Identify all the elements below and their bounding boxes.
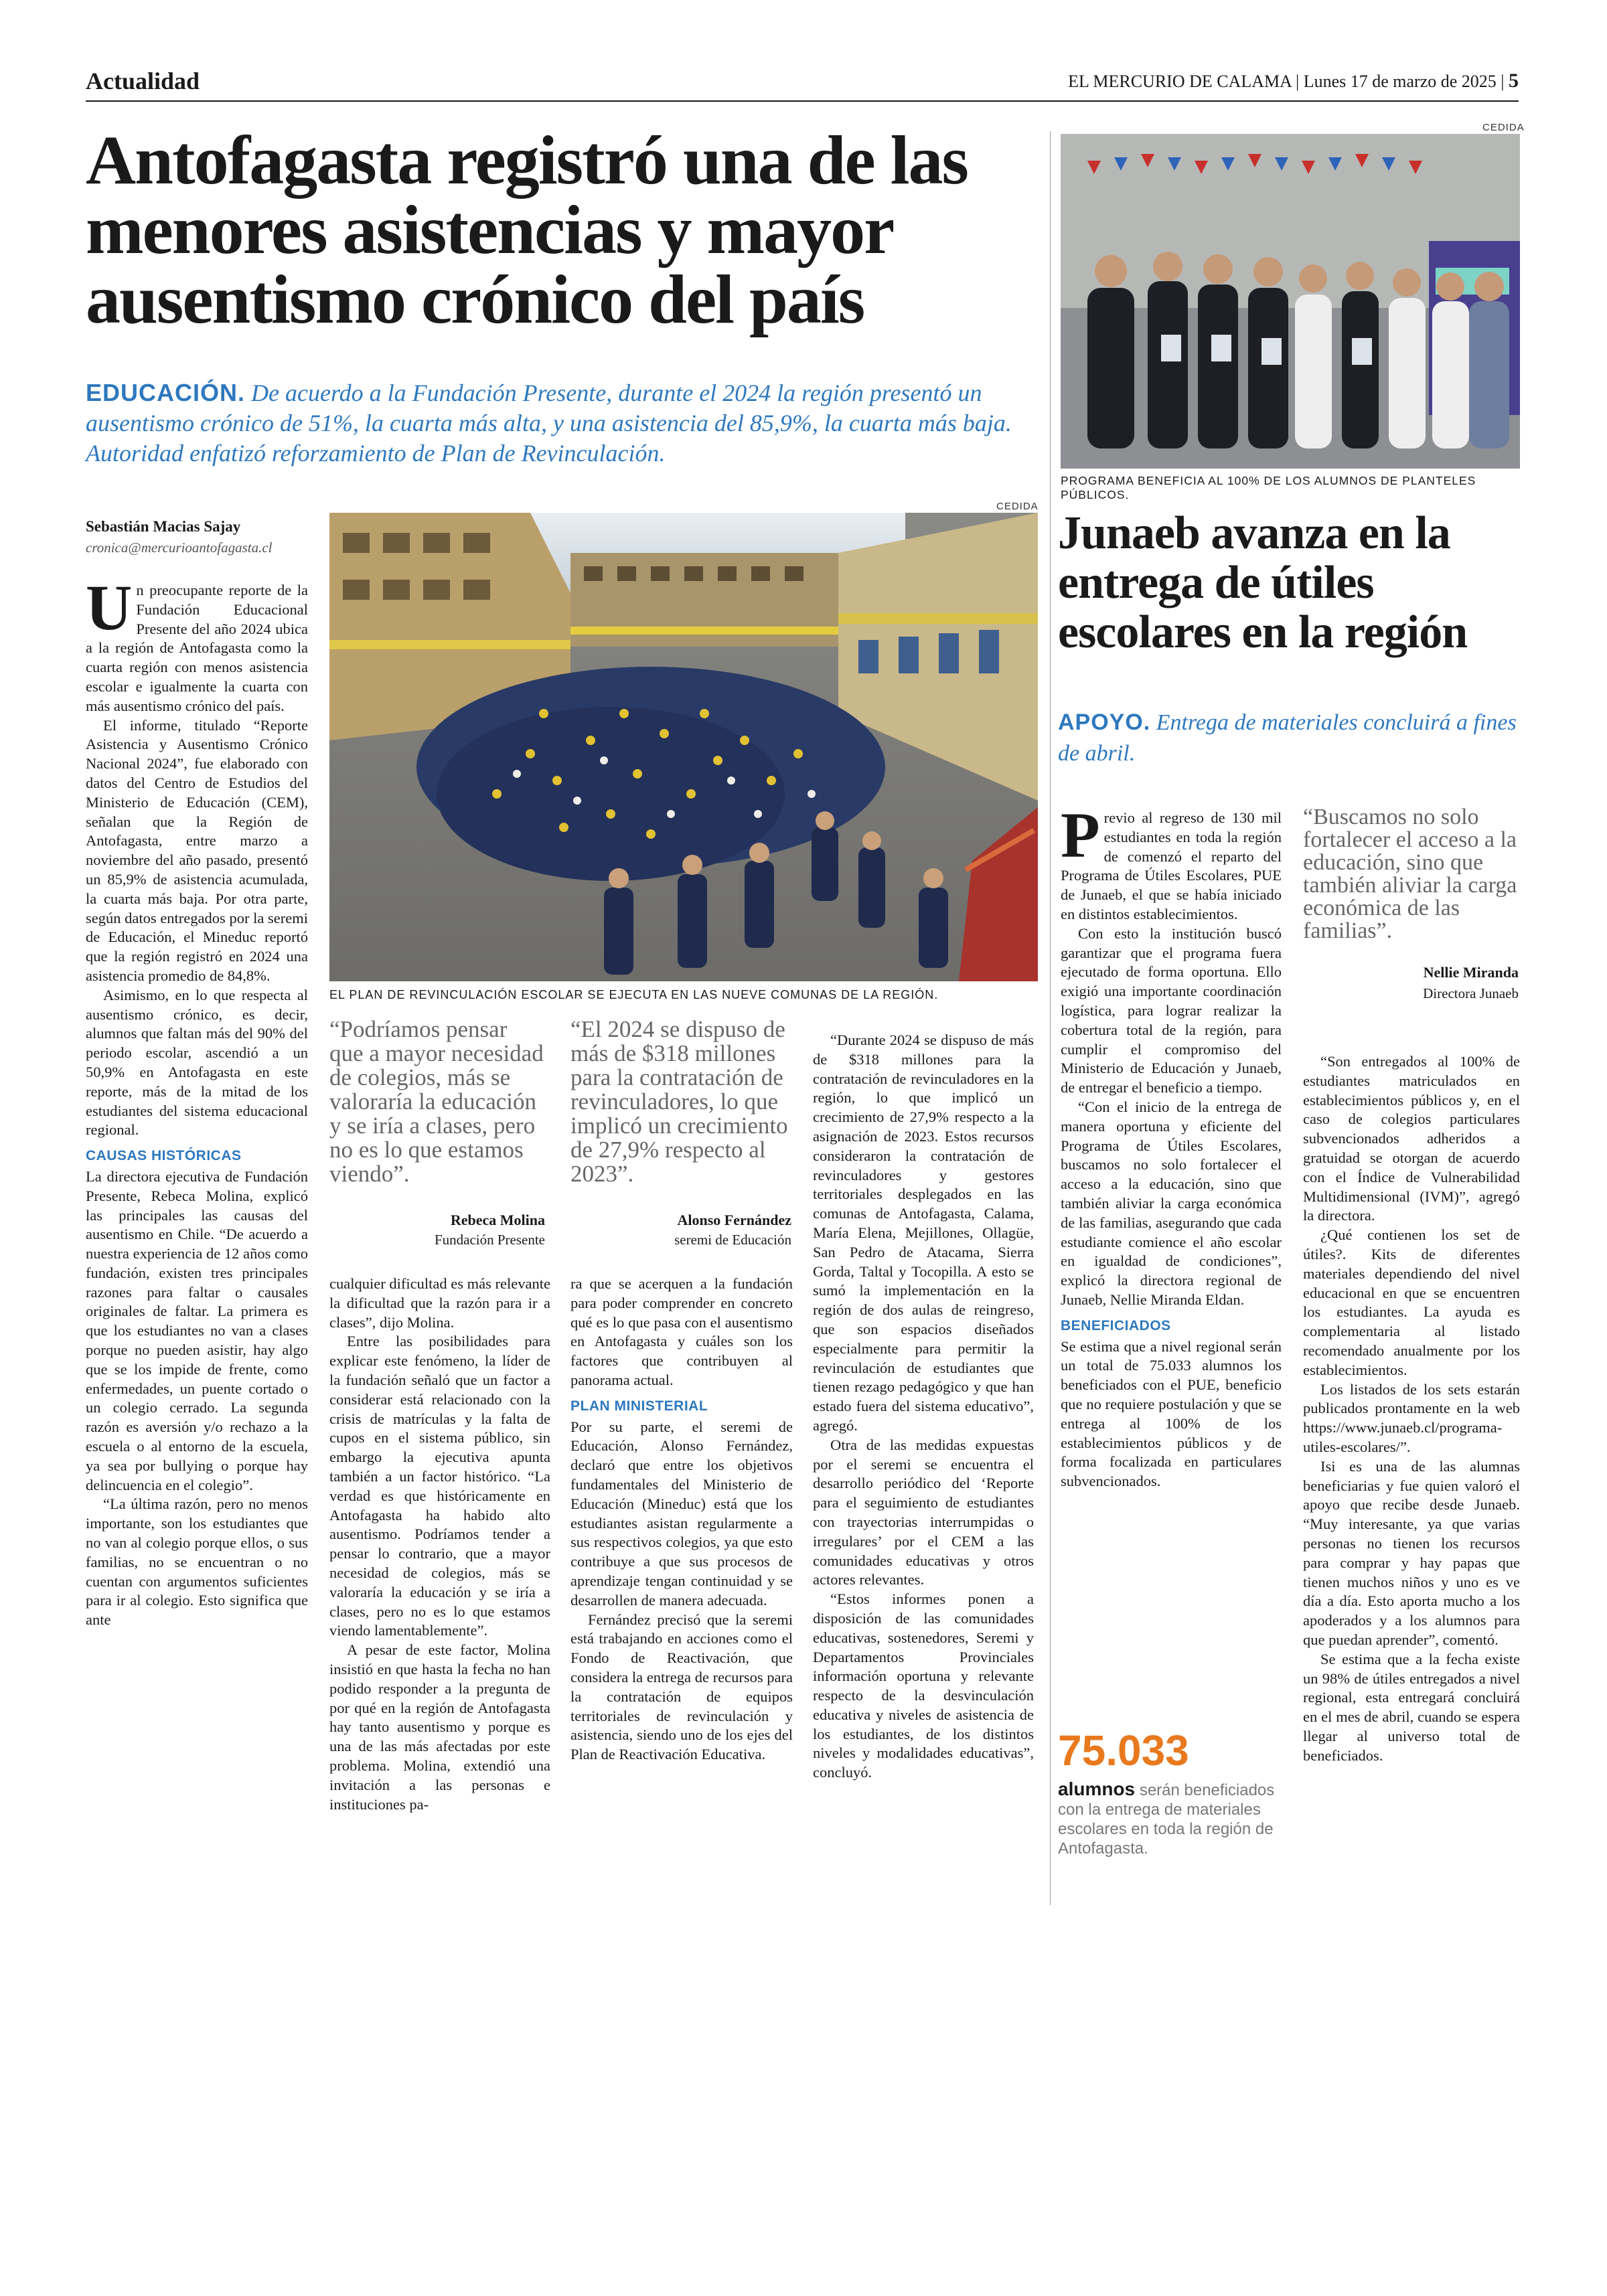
- pull-quote-miranda: “Buscamos no solo fortalecer el acceso a la educación, sino que también aliviar la carga económica de las familias”.: [1303, 805, 1517, 943]
- main-column-2: [329, 1275, 550, 1814]
- page-number: 5: [1509, 70, 1519, 92]
- main-column-1: [86, 572, 308, 1630]
- side-col1-paragraph: Con esto la institución buscó garantizar que el programa fuera ejecutado de forma oportuna. Ello exigió una importante coordinación logística, para lograr realizar la cobertura total de la región, para cumplir el compromiso del Ministerio de Educación y Junaeb, de entregar el beneficio a tiempo.: [1061, 924, 1282, 1096]
- stat-number: 75.033: [1058, 1726, 1189, 1775]
- side-col1-paragraph: “Con el inicio de la entrega de manera oportuna y eficiente del Programa de Útiles Escolares, buscamos no solo fortalecer el acceso a la educación, sino que también aliviar la carga económica de las familias, asegurando que cada estudiante comience el año escolar en igualdad de condiciones”, explicó la directora regional de Junaeb, Nellie Miranda Eldan.: [1061, 1098, 1282, 1308]
- side-photo-caption: PROGRAMA BENEFICIA AL 100% DE LOS ALUMNOS DE PLANTELES PÚBLICOS.: [1061, 474, 1476, 501]
- schoolyard-photo: [329, 513, 1038, 981]
- side-col2-paragraph: ¿Qué contienen los set de útiles?. Kits de diferentes materiales dependiendo del nivel educacional en que se encuentren los estudiantes. La ayuda es complementaria al listado recomendado anualmente por los establecimientos.: [1303, 1226, 1520, 1378]
- col1-paragraph: n preocupante reporte de la Fundación Educacional Presente del año 2024 ubica a la región de Antofagasta como la cuarta región con menos asistencia escolar e igualmente la cuarta con más ausentismo crónico del país.: [86, 582, 308, 714]
- col1-paragraph: La directora ejecutiva de Fundación Presente, Rebeca Molina, explicó las principales las causas del ausentismo en Chile. “De acuerdo a nuestra experiencia de 12 años como fundación, existen tres principales razones para faltar o causales originales de faltar. La primera es que los estudiantes no van a clases porque no pueden asistir, hay algo que se los impide de frente, como enfermedades, un puente cortado o un colegio cerrado. La segunda razón es aversión y/o rechazo a la escuela o al entorno de la escuela, ya sea por bullying o porque hay delincuencia en el colegio”.: [86, 1167, 308, 1493]
- col3-paragraph: Fernández precisó que la seremi está trabajando en acciones como el Fondo de Reactivación, que considera la entrega de recursos para la contratación de equipos territoriales de revinculación y asistencia, siendo uno de los ejes del Plan de Reactivación Educativa.: [570, 1611, 793, 1763]
- main-kicker: EDUCACIÓN.: [86, 379, 246, 406]
- col2-paragraph: Entre las posibilidades para explicar este fenómeno, la líder de la fundación señaló que un factor a considerar está relacionado con la crisis de matrículas y la falta de cupos en el sistema público, sin embargo la ejecutiva apunta también a un factor histórico. “La verdad es que históricamente en Antofagasta ha habido alto ausentismo. Podríamos tender a pensar lo contrario, que a mayor necesidad de colegios, más se valoraría la educación y se iría a clases, pero no es lo que estamos viendo lamentablemente”.: [329, 1333, 550, 1639]
- side-col2-paragraph: Isi es una de las alumnas beneficiarias y fue quien valoró el apoyo que recibe desde Junaeb. “Muy interesante, ya que varias personas no tienen los recursos para comprar y hay papas que tienen muchos niños y uno es ve día a día. Esto aporta mucho a los apoderados y a los alumnos para que puedan aprender”, comentó.: [1303, 1457, 1520, 1648]
- side-column-2: [1303, 1052, 1520, 1765]
- stat-text: serán beneficiados con la entrega de materiales escolares en toda la región de Antofagasta.: [1058, 1781, 1275, 1858]
- col3-paragraph: Por su parte, el seremi de Educación, Alonso Fernández, declaró que entre los objetivos fundamentales del Ministerio de Educación (Mineduc) está que los estudiantes asistan regularmente a sus respectivos colegios, ya que esto contribuye a que sus procesos de aprendizaje tengan continuidad y se desarrollen de manera adecuada.: [570, 1418, 793, 1609]
- subhead-causas: CAUSAS HISTÓRICAS: [86, 1148, 242, 1164]
- subhead-plan: PLAN MINISTERIAL: [570, 1398, 708, 1414]
- main-column-4: [813, 1031, 1034, 1783]
- col2-paragraph: cualquier dificultad es más relevante la dificultad que la razón para ir a clases”, dijo Molina.: [329, 1275, 550, 1331]
- masthead: [1068, 70, 1519, 92]
- col1-paragraph: Asimismo, en lo que respecta al ausentismo crónico, es decir, alumnos que faltan más del 90% del periodo escolar, ascendió a un 50,9% en Antofagasta en este reporte, más de la mitad de los estudiantes del sistema educacional regional.: [86, 986, 308, 1139]
- quote-name-molina: Rebeca Molina: [450, 1212, 545, 1228]
- side-col1-paragraph: Se estima que a nivel regional serán un total de 75.033 alumnos los beneficiados con el PUE, beneficio que no requiere postulación y que se entrega al 100% de los establecimientos públicos y de forma focalizada en particulares subvencionados.: [1061, 1337, 1282, 1490]
- col4-paragraph: “Estos informes ponen a disposición de las comunidades educativas, sostenedores, Seremi y Departamentos Provinciales información oportuna y relevante respecto de la desvinculación educativa y niveles de asistencia de los estudiantes, de los distintos niveles y modalidades educativas”, concluyó.: [813, 1590, 1034, 1781]
- side-col2-paragraph: Los listados de los sets estarán publicados prontamente en la web https://www.junaeb.cl/programa-utiles-escolares/”.: [1303, 1380, 1520, 1455]
- masthead-text: EL MERCURIO DE CALAMA | Lunes 17 de marzo de 2025 |: [1068, 72, 1505, 91]
- side-photo-credit: CEDIDA: [1482, 122, 1525, 133]
- side-column-1: [1061, 799, 1282, 1491]
- quote-role-miranda: Directora Junaeb: [1423, 985, 1519, 1001]
- stat-label: alumnos: [1058, 1779, 1136, 1799]
- subhead-beneficiados: BENEFICIADOS: [1061, 1317, 1171, 1333]
- main-headline: Antofagasta registró una de las menores asistencias y mayor ausentismo crónico del país: [86, 122, 968, 338]
- quote-name-fernandez: Alonso Fernández: [677, 1212, 791, 1228]
- main-photo-credit: CEDIDA: [996, 501, 1039, 512]
- pull-quote-molina: “Podríamos pensar que a mayor necesidad de colegios, más se valoraría la educación y se iría a clases, pero no es lo que estamos viendo”.: [329, 1016, 544, 1187]
- side-headline: Junaeb avanza en la entrega de útiles escolares en la región: [1058, 507, 1468, 658]
- col1-paragraph: “La última razón, pero no menos importante, son los estudiantes que no van al colegio porque ellos, o sus familias, no se encuentran o no cuentan con argumentos suficientes para ir al colegio. Esto significa que ante: [86, 1495, 308, 1629]
- main-lede: [86, 378, 1037, 469]
- side-col2-paragraph: Se estima que a la fecha existe un 98% de útiles entregados a nivel regional, esta entregará concluirá en el mes de abril, cuando se espera llegar al universo total de beneficiados.: [1303, 1650, 1520, 1764]
- side-lede: [1058, 707, 1527, 769]
- col4-paragraph: Otra de las medidas expuestas por el seremi se encuentra el desarrollo periódico del ‘Reporte para el seguimiento de estudiantes con trayectorias interrumpidas o irregulares’ por el CEM a las comunidades educativas y otros actores relevantes.: [813, 1436, 1034, 1588]
- column-divider: [1050, 131, 1051, 1905]
- junaeb-group-photo: [1061, 134, 1520, 469]
- section-label: Actualidad: [86, 68, 200, 94]
- col2-paragraph: A pesar de este factor, Molina insistió en que hasta la fecha no han podido responder a la pregunta de por qué en la región de Antofagasta hay tanto ausentismo y porque es una de las más afectadas por este problema. Molina, extendió una invitación a las personas e instituciones pa-: [329, 1641, 550, 1813]
- main-column-3: [570, 1275, 793, 1765]
- side-col1-paragraph: revio al regreso de 130 mil estudiantes en toda la región de comenzó el reparto del Programa de Útiles Escolares, PUE de Junaeb, el que se había iniciado en distintos establecimientos.: [1061, 809, 1282, 922]
- byline: Sebastián Macias Sajay: [86, 518, 241, 535]
- quote-role-fernandez: seremi de Educación: [674, 1232, 791, 1248]
- pull-quote-fernandez: “El 2024 se dispuso de más de $318 millones para la contratación de revinculadores, lo que implicó un crecimiento de 27,9% respecto al 2023”.: [570, 1016, 788, 1187]
- quote-role-molina: Fundación Presente: [434, 1232, 545, 1248]
- quote-name-miranda: Nellie Miranda: [1423, 964, 1519, 981]
- side-kicker: APOYO.: [1058, 710, 1151, 735]
- byline-email[interactable]: cronica@mercurioantofagasta.cl: [86, 540, 273, 556]
- dropcap-u: U: [86, 572, 133, 643]
- col1-paragraph: El informe, titulado “Reporte Asistencia y Ausentismo Crónico Nacional 2024”, fue elaborado con datos del Centro de Estudios del Ministerio de Educación (CEM), señalan que la Región de Antofagasta, entre marzo a noviembre del año pasado, presentó un 85,9% de asistencia acumulada, la cuarta más baja. Por otra parte, según datos entregados por la seremi de Educación, el Mineduc reportó que la región registró en 2024 una asistencia promedio de 84,8%.: [86, 716, 308, 984]
- main-photo-caption: EL PLAN DE REVINCULACIÓN ESCOLAR SE EJECUTA EN LAS NUEVE COMUNAS DE LA REGIÓN.: [329, 988, 939, 1001]
- side-lede-text: Entrega de materiales concluirá a fines de abril.: [1058, 710, 1517, 766]
- col3-paragraph: ra que se acerquen a la fundación para poder comprender en concreto qué es lo que pasa con el ausentismo en Antofagasta y cuáles son los factores que contribuyen al panorama actual.: [570, 1275, 793, 1388]
- main-lede-text: De acuerdo a la Fundación Presente, durante el 2024 la región presentó un ausentismo crónico de 51%, la cuarta más alta, y una asistencia del 85,9%, la cuarta más baja. Autoridad enfatizó reforzamiento de Plan de Revinculación.: [86, 380, 1012, 467]
- dropcap-p: P: [1061, 799, 1100, 871]
- stat-description: [1058, 1779, 1279, 1858]
- side-col2-paragraph: “Son entregados al 100% de estudiantes matriculados en establecimientos públicos y, en el caso de colegios particulares subvencionados adheridos a gratuidad se otorgan de acuerdo con el Índice de Vulnerabilidad Multidimensional (IVM)”, agregó la directora.: [1303, 1053, 1520, 1224]
- header-rule: [86, 100, 1519, 102]
- col4-paragraph: “Durante 2024 se dispuso de más de $318 millones para la contratación de revinculadores en la región, lo que implicó un crecimiento de 27,9% respecto a la asignación de 2023. Estos recursos consideraron la contratación de revinculadores y gestores territoriales desplegados en las comunas de Antofagasta, Calama, María Elena, Mejillones, Ollagüe, San Pedro de Atacama, Sierra Gorda, Taltal y Tocopilla. A esto se sumó la implementación en la región de dos aulas de reingreso, que son espacios diseñados especialmente para permitir la revinculación de estudiantes que tienen rezago pedagógico y que han estado fuera del sistema educativo”, agregó.: [813, 1032, 1034, 1434]
